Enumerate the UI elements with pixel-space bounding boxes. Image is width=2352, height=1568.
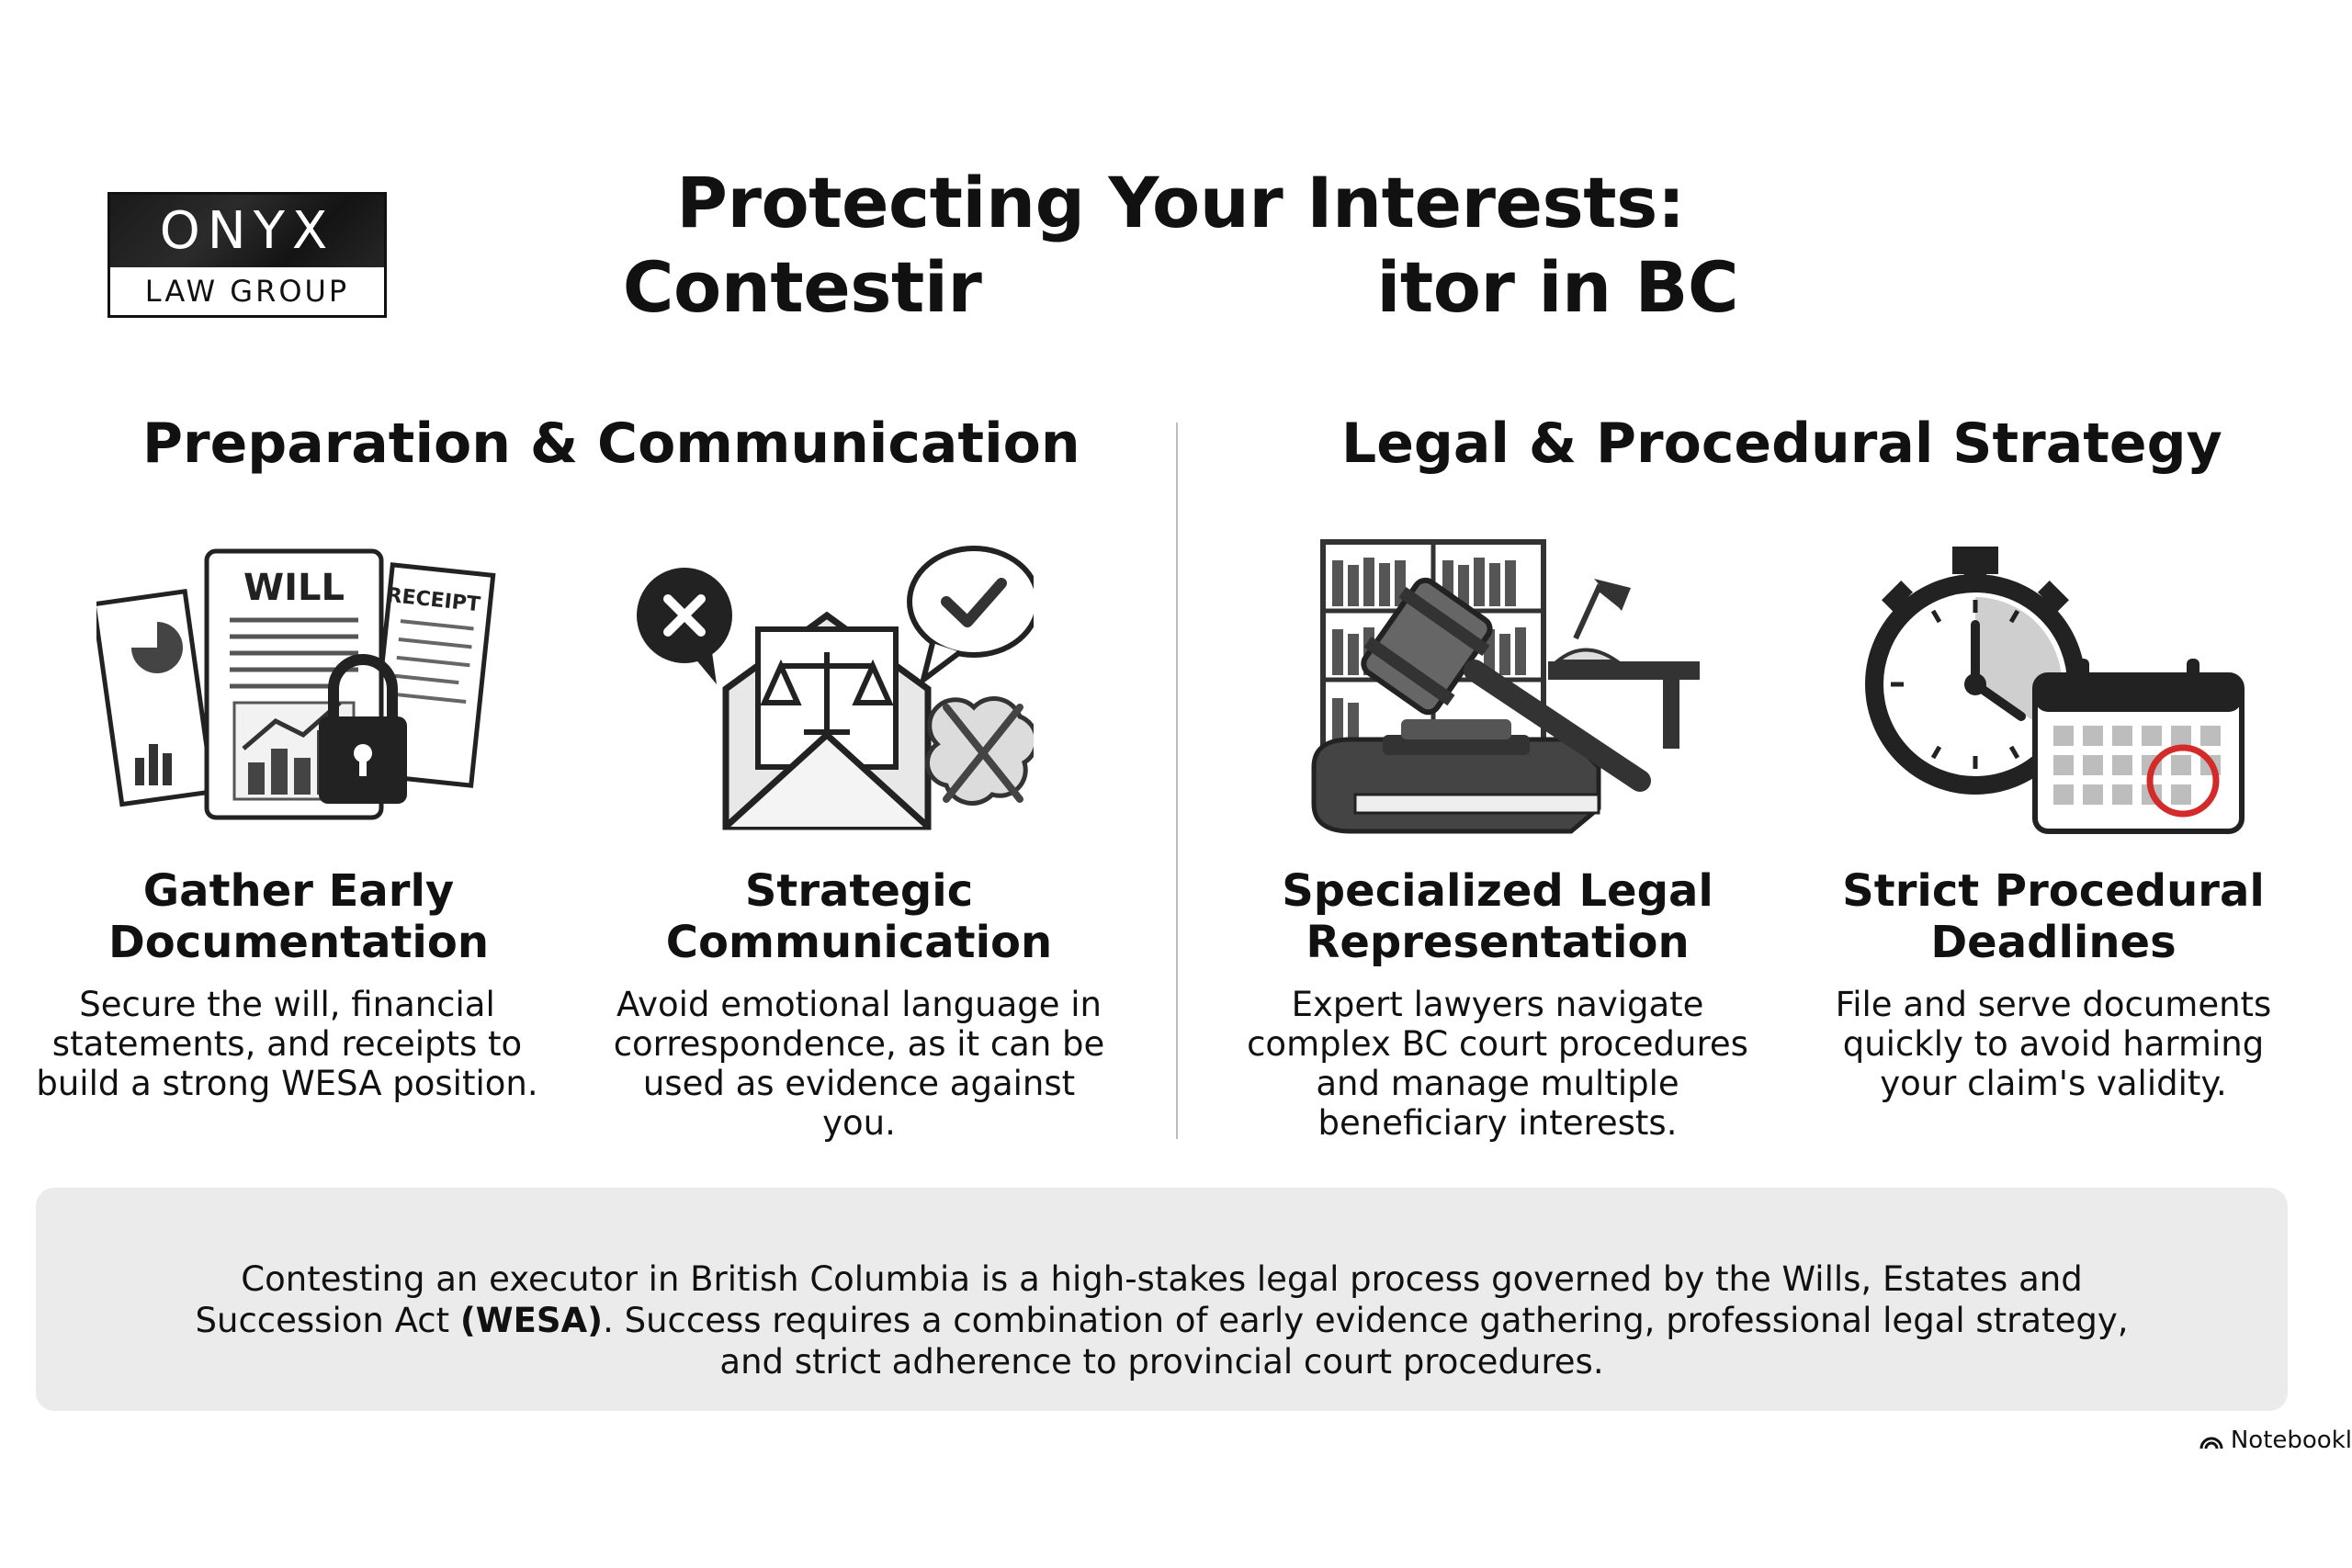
card-title-communication: Strategic Communication — [665, 865, 1053, 968]
card-desc-representation: Expert lawyers navigate complex BC court procedures and manage multiple beneficiary interests. — [1247, 985, 1748, 1143]
title-line2-left: Contestir — [622, 246, 982, 328]
logo-name: ONYX — [110, 195, 384, 267]
card-title-gather: Gather Early Documentation — [107, 865, 490, 968]
notebook-logo-icon — [2199, 1430, 2223, 1450]
documents-lock-icon — [96, 537, 501, 840]
section-heading-preparation: Preparation & Communication — [142, 412, 1080, 476]
gavel-book-icon — [1300, 537, 1704, 840]
card-desc-gather: Secure the will, financial statements, and receipts to build a strong WESA position. — [36, 985, 538, 1103]
summary-text-bold: (WESA) — [459, 1301, 604, 1340]
card-title-deadlines: Strict Procedural Deadlines — [1842, 865, 2265, 968]
card-desc-deadlines: File and serve documents quickly to avoid harming your claim's validity. — [1835, 985, 2272, 1103]
summary-text-1: Contesting an executor in British Columbia is a high-stakes legal process governed by the Wills, Estates and Succession Act — [195, 1259, 2083, 1340]
title-line1: Protecting Your Interests: — [676, 162, 1685, 243]
page-title — [588, 161, 1773, 330]
footer-label: Notebookl — [2230, 1427, 2352, 1454]
footer-brand — [2199, 1427, 2352, 1454]
section-heading-legal: Legal & Procedural Strategy — [1341, 412, 2222, 476]
summary-text-2: . Success requires a combination of early evidence gathering, professional legal strategy, and strict adherence to provincial court procedures. — [603, 1301, 2129, 1382]
logo-tagline: LAW GROUP — [144, 274, 350, 309]
summary-box — [36, 1188, 2288, 1411]
section-divider — [1176, 423, 1178, 1139]
title-line2 — [588, 245, 1773, 330]
stopwatch-calendar-icon — [1856, 537, 2260, 840]
logo — [107, 192, 387, 318]
card-desc-communication: Avoid emotional language in correspondence, as it can be used as evidence against you. — [613, 985, 1105, 1143]
card-title-representation: Specialized Legal Representation — [1282, 865, 1713, 968]
receipt-label: RECEIPT — [385, 583, 481, 617]
title-line2-right: itor in BC — [1376, 246, 1739, 328]
will-label: WILL — [243, 567, 345, 609]
envelope-scales-icon — [629, 537, 1034, 840]
